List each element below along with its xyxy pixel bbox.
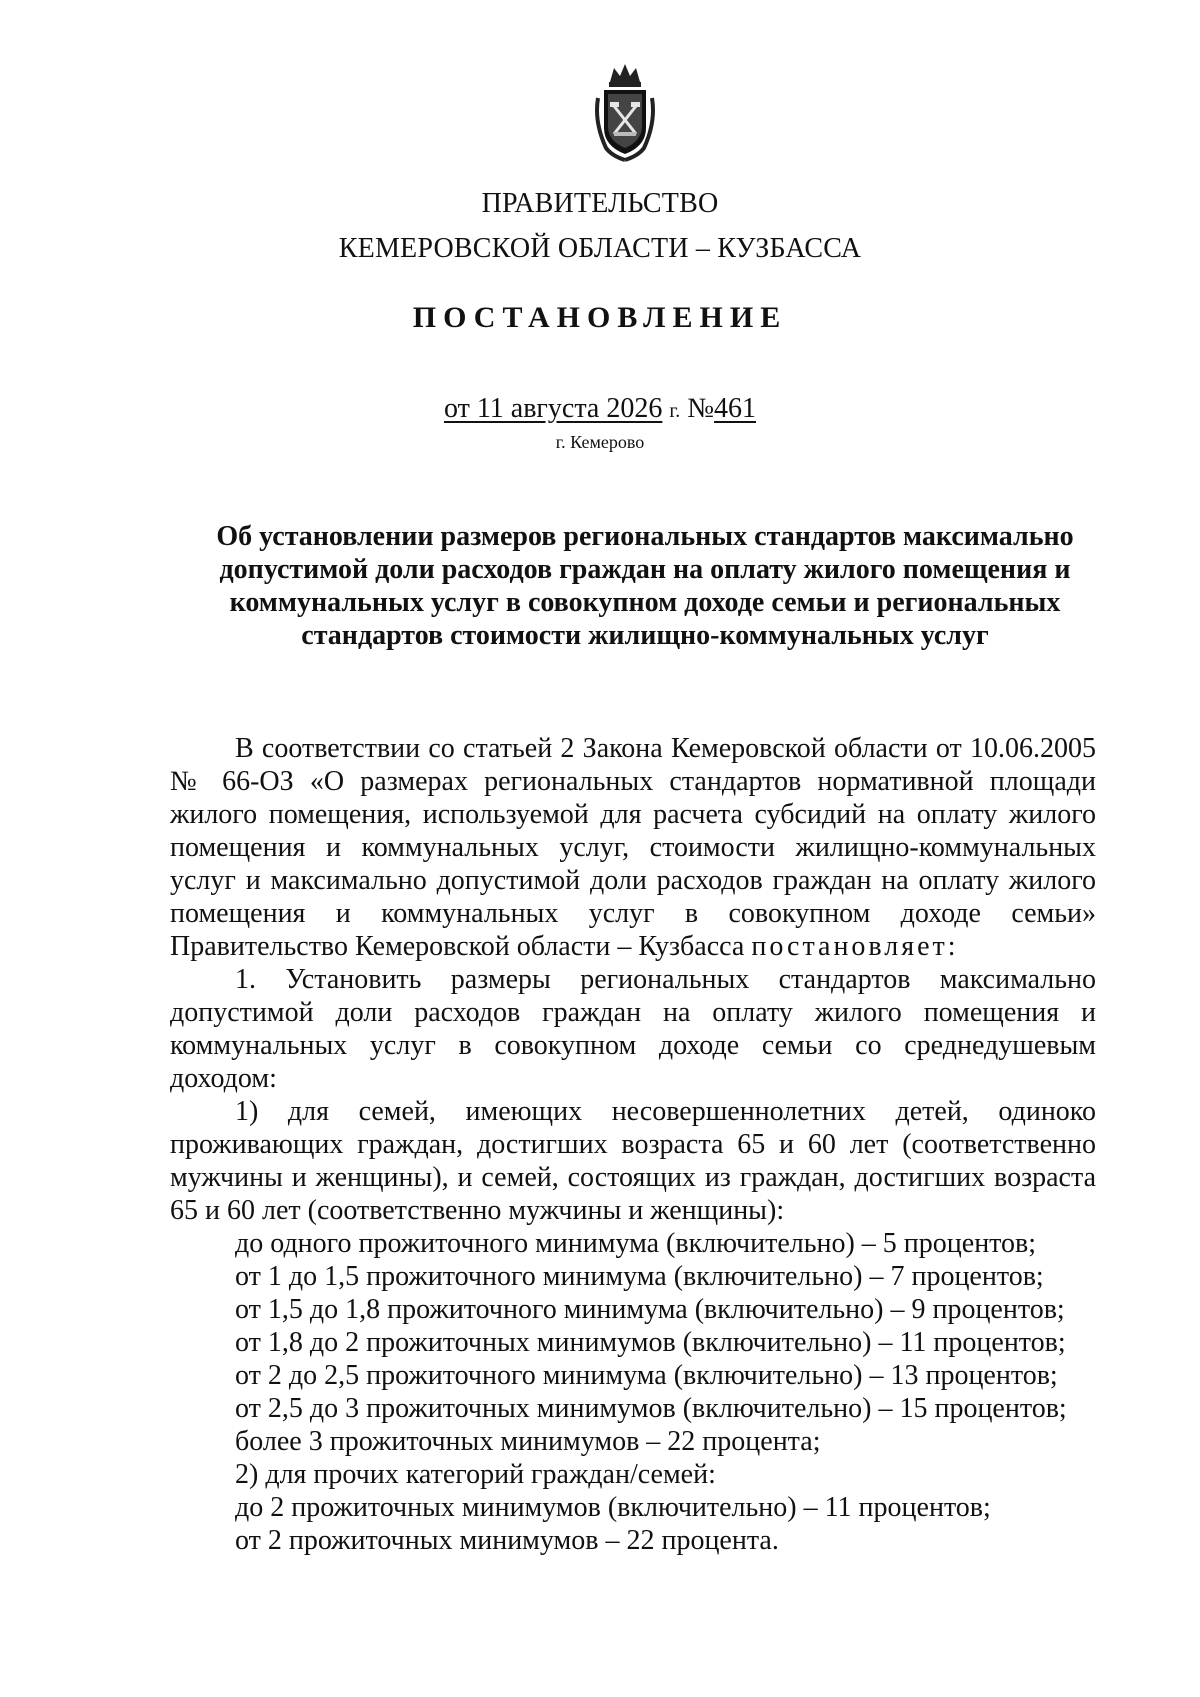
org-name-line-1: ПРАВИТЕЛЬСТВО (481, 188, 719, 219)
list-item: от 2 до 2,5 прожиточного минимума (включительно) – 13 процентов; (235, 1360, 1058, 1391)
preamble-paragraph (170, 732, 1096, 963)
city: г. Кемерово (555, 432, 645, 452)
list-item: от 1 до 1,5 прожиточного минимума (включительно) – 7 процентов; (235, 1261, 1044, 1292)
list-item: до 2 прожиточных минимумов (включительно) – 11 процентов; (235, 1492, 991, 1523)
list-item: от 1,5 до 1,8 прожиточного минимума (включительно) – 9 процентов; (235, 1294, 1065, 1325)
list-item: от 1,8 до 2 прожиточных минимумов (включительно) – 11 процентов; (235, 1327, 1066, 1358)
coat-of-arms-icon (592, 62, 658, 162)
year-suffix: г. (669, 400, 681, 422)
document-number: 461 (714, 393, 757, 424)
list-item: до одного прожиточного минимума (включительно) – 5 процентов; (235, 1228, 1037, 1259)
subpoint-2: 2) для прочих категорий граждан/семей: (235, 1459, 716, 1490)
subpoint-1: 1) для семей, имеющих несовершеннолетних детей, одиноко проживающих граждан, достигших возраста 65 и 60 лет (соответственно мужчины и женщины), и семей, состоящих из граждан, достигших возраста 65 и 60 лет (соответственно мужчины и женщины): (170, 1096, 1096, 1226)
document-date: от 11 августа 2026 (443, 393, 663, 424)
list-item: от 2,5 до 3 прожиточных минимумов (включительно) – 15 процентов; (235, 1393, 1067, 1424)
resolves-word: постановляет: (751, 931, 959, 962)
point-1: 1. Установить размеры региональных стандартов максимально допустимой доли расходов граждан на оплату жилого помещения и коммунальных услуг в совокупном доходе семьи со среднедушевым доходом: (170, 964, 1096, 1094)
org-name-line-2: КЕМЕРОВСКОЙ ОБЛАСТИ – КУЗБАССА (338, 233, 862, 264)
document-title: Об установлении размеров региональных стандартов максимально допустимой доли расходов граждан на оплату жилого помещения и коммунальных услуг в совокупном доходе семьи и региональных стандартов стоимости жилищно-коммунальных услуг (216, 521, 1074, 651)
preamble-text: В соответствии со статьей 2 Закона Кемеровской области от 10.06.2005 № 66-ОЗ «О размерах региональных стандартов нормативной площади жилого помещения, используемой для расчета субсидий на оплату жилого помещения и коммунальных услуг, стоимости жилищно-коммунальных услуг и максимально допустимой доли расходов граждан на оплату жилого помещения и коммунальных услуг в совокупном доходе семьи» Правительство Кемеровской области – Кузбасса (170, 733, 1096, 962)
document-body (170, 732, 1096, 1557)
number-sign: № (687, 393, 715, 424)
document-type: ПОСТАНОВЛЕНИЕ (412, 301, 788, 334)
date-number-line (0, 393, 1200, 425)
list-item: более 3 прожиточных минимумов – 22 процента; (235, 1426, 821, 1457)
list-item: от 2 прожиточных минимумов – 22 процента. (235, 1525, 779, 1556)
